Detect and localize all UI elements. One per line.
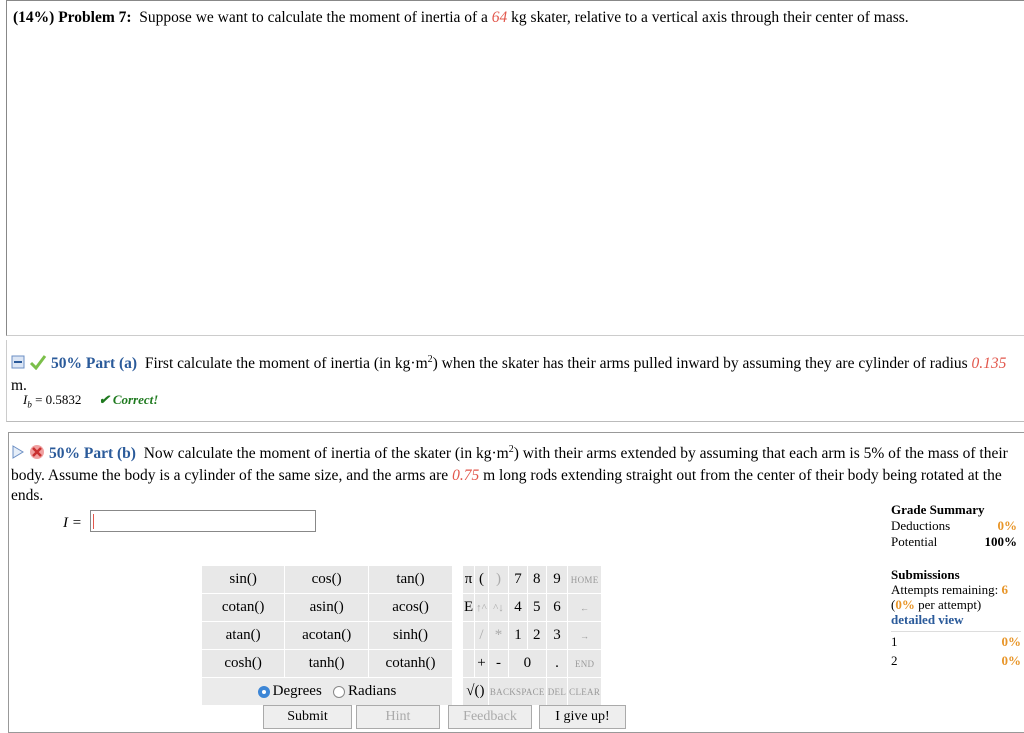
feedback-button[interactable]: Feedback <box>448 705 532 729</box>
key-4[interactable]: 4 <box>509 594 528 622</box>
problem-text: (14%) Problem 7: Suppose we want to calculate the moment of inertia of a 64 kg skater, relative to a vertical axis through their center of mass. <box>13 9 909 26</box>
hint-button[interactable]: Hint <box>356 705 440 729</box>
key-minus[interactable]: - <box>488 650 508 678</box>
key-sin[interactable]: sin() <box>202 566 285 594</box>
detailed-view-link[interactable]: detailed view <box>891 612 964 627</box>
part-a: 50% Part (a) First calculate the moment of inertia (in $kg\cdot m^2$) when the skater has their arms pulled inward by assuming they are cylinder of radius 0.135 m. $I_b = 0.5832$ ✔ Correct! <box>6 340 1024 422</box>
problem-statement <box>6 0 1024 336</box>
degrees-radio[interactable] <box>258 686 270 698</box>
text-cursor <box>93 514 94 529</box>
key-sqrt[interactable]: √() <box>463 678 489 706</box>
checkmark-icon <box>29 354 47 376</box>
correct-badge: ✔ Correct! <box>98 392 159 407</box>
key-acos[interactable]: acos() <box>369 594 453 622</box>
part-b-weight: 50% Part (b) <box>49 445 136 463</box>
key-del[interactable]: DEL <box>546 678 567 706</box>
key-close-paren[interactable]: ) <box>488 566 508 594</box>
part-a-answer: $I_b = 0.5832$ ✔ Correct! <box>23 392 159 410</box>
key-divide[interactable]: / <box>475 622 489 650</box>
key-asin[interactable]: asin() <box>285 594 369 622</box>
key-clear[interactable]: CLEAR <box>568 678 602 706</box>
key-left-arrow[interactable]: ← <box>568 594 602 622</box>
part-a-weight: 50% Part (a) <box>51 355 138 373</box>
key-6[interactable]: 6 <box>546 594 567 622</box>
attempts-remaining: 6 <box>1001 582 1008 597</box>
key-7[interactable]: 7 <box>509 566 528 594</box>
key-pi[interactable]: π <box>463 566 475 594</box>
key-cos[interactable]: cos() <box>285 566 369 594</box>
key-3[interactable]: 3 <box>546 622 567 650</box>
grade-summary-title: Grade Summary <box>891 502 985 517</box>
grade-summary: Grade Summary Deductions 0% Potential 100% <box>891 502 1017 549</box>
key-2[interactable]: 2 <box>527 622 546 650</box>
key-1[interactable]: 1 <box>509 622 528 650</box>
key-multiply[interactable]: * <box>488 622 508 650</box>
key-cotanh[interactable]: cotanh() <box>369 650 453 678</box>
problem-header: (14%) Problem 7: <box>13 9 132 26</box>
submissions-title: Submissions <box>891 567 960 582</box>
radians-radio[interactable] <box>333 686 345 698</box>
key-e[interactable]: E <box>463 594 475 622</box>
key-plus[interactable]: + <box>475 650 489 678</box>
given-radius: 0.135 <box>971 355 1007 373</box>
number-keys <box>462 565 602 706</box>
angle-mode: Degrees Radians <box>202 678 453 706</box>
potential-value: 100% <box>984 534 1017 549</box>
key-right-arrow[interactable]: → <box>568 622 602 650</box>
part-b: 50% Part (b) Now calculate the moment of inertia of the skater (in $kg\cdot m^2$) with their arms extended by assuming that each arm is 5% of the mass of their body. Assume the body is a cylinder of the same size, and the arms are 0.75 m long rods extending straight out from the center of their body being rotated at the ends. I = sin() cos() tan() cotan() asin() acos() atan() acotan() sinh() cosh() tanh() cotanh() Degrees Radians π ( ) 7 8 9 HOME E ↑^ ^↓ 4 5 6 ← / * 1 2 3 → + - 0 . END √() BACKSPACE DEL CLEAR Submit Hint Feedback I give up! Grade Summary Deductions 0% Potential 100% Submissions Attempts remaining: 6 (0% per attempt) detailed view 1 0% 2 0% <box>8 432 1024 733</box>
key-0[interactable]: 0 <box>509 650 547 678</box>
key-home[interactable]: HOME <box>568 566 602 594</box>
function-keys <box>201 565 453 706</box>
deductions-value: 0% <box>997 518 1017 533</box>
key-end[interactable]: END <box>568 650 602 678</box>
given-arm-length: 0.75 <box>452 466 480 484</box>
key-cosh[interactable]: cosh() <box>202 650 285 678</box>
key-cotan[interactable]: cotan() <box>202 594 285 622</box>
key-backspace[interactable]: BACKSPACE <box>488 678 546 706</box>
key-acotan[interactable]: acotan() <box>285 622 369 650</box>
incorrect-icon <box>29 444 45 466</box>
submissions: Submissions Attempts remaining: 6 (0% per attempt) detailed view 1 0% 2 0% <box>891 567 1021 668</box>
key-tan[interactable]: tan() <box>369 566 453 594</box>
collapse-icon[interactable] <box>11 355 25 375</box>
given-mass: 64 <box>491 9 508 26</box>
key-open-paren[interactable]: ( <box>475 566 489 594</box>
key-8[interactable]: 8 <box>527 566 546 594</box>
key-tanh[interactable]: tanh() <box>285 650 369 678</box>
key-5[interactable]: 5 <box>527 594 546 622</box>
key-9[interactable]: 9 <box>546 566 567 594</box>
key-decimal[interactable]: . <box>546 650 567 678</box>
expand-icon[interactable] <box>11 445 25 465</box>
key-atan[interactable]: atan() <box>202 622 285 650</box>
key-power-up[interactable]: ↑^ <box>475 594 489 622</box>
submission-row: 2 0% <box>891 653 1021 668</box>
answer-input[interactable] <box>90 510 316 532</box>
submit-button[interactable]: Submit <box>263 705 352 729</box>
key-power-down[interactable]: ^↓ <box>488 594 508 622</box>
key-sinh[interactable]: sinh() <box>369 622 453 650</box>
give-up-button[interactable]: I give up! <box>539 705 626 729</box>
submission-row: 1 0% <box>891 631 1021 649</box>
answer-label: I = <box>63 515 82 531</box>
